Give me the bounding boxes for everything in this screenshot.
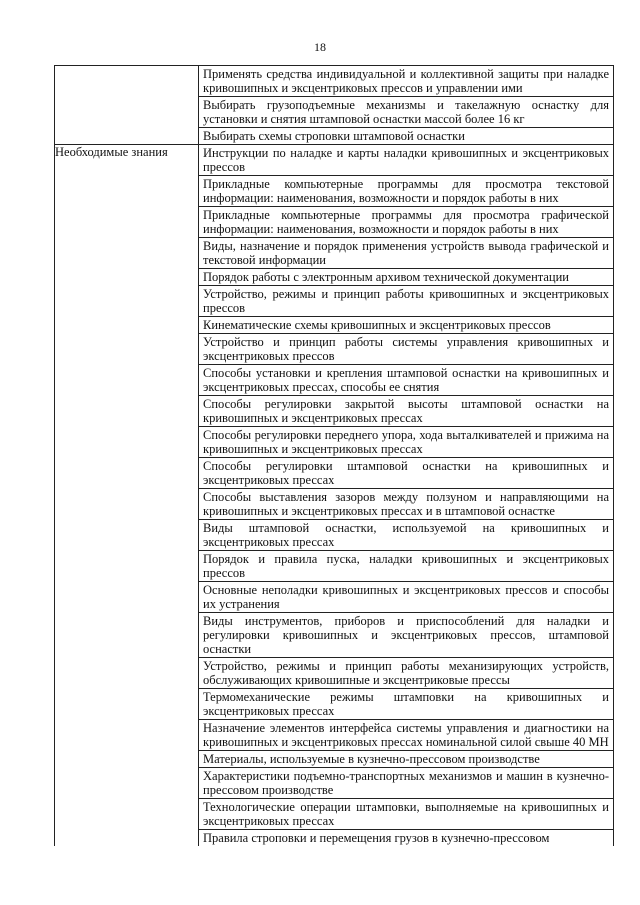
list-item: Назначение элементов интерфейса системы управления и диагностики на кривошипных и эксцентриковых прессах номинальной силой свыше 40 МН <box>199 720 613 751</box>
list-item: Кинематические схемы кривошипных и эксцентриковых прессов <box>199 317 613 334</box>
list-item: Применять средства индивидуальной и коллективной защиты при наладке кривошипных и эксцентриковых прессов и управлении ими <box>199 66 613 97</box>
table-row <box>55 66 614 145</box>
list-item: Способы регулировки переднего упора, хода выталкивателей и прижима на кривошипных и эксцентриковых прессах <box>199 427 613 458</box>
list-item: Виды, назначение и порядок применения устройств вывода графической и текстовой информации <box>199 238 613 269</box>
list-item: Виды инструментов, приборов и приспособлений для наладки и регулировки кривошипных и эксцентриковых прессов, штамповой оснастки <box>199 613 613 658</box>
list-item: Устройство, режимы и принцип работы кривошипных и эксцентриковых прессов <box>199 286 613 317</box>
list-item: Прикладные компьютерные программы для просмотра текстовой информации: наименования, возможности и порядок работы в них <box>199 176 613 207</box>
list-item: Выбирать грузоподъемные механизмы и такелажную оснастку для установки и снятия штамповой оснастки массой более 16 кг <box>199 97 613 128</box>
list-item: Инструкции по наладке и карты наладки кривошипных и эксцентриковых прессов <box>199 145 613 176</box>
list-item: Порядок и правила пуска, наладки кривошипных и эксцентриковых прессов <box>199 551 613 582</box>
row-items <box>199 66 614 145</box>
list-item: Устройство и принцип работы системы управления кривошипных и эксцентриковых прессов <box>199 334 613 365</box>
row-items <box>199 145 614 847</box>
competency-table <box>54 65 614 846</box>
list-item: Способы выставления зазоров между ползуном и направляющими на кривошипных и эксцентриковых прессах и в штамповой оснастке <box>199 489 613 520</box>
list-item: Порядок работы с электронным архивом технической документации <box>199 269 613 286</box>
list-item: Способы установки и крепления штамповой оснастки на кривошипных и эксцентриковых прессах, способы ее снятия <box>199 365 613 396</box>
list-item: Термомеханические режимы штамповки на кривошипных и эксцентриковых прессах <box>199 689 613 720</box>
table-row <box>55 145 614 847</box>
list-item: Технологические операции штамповки, выполняемые на кривошипных и эксцентриковых прессах <box>199 799 613 830</box>
table-body <box>55 66 614 847</box>
list-item: Способы регулировки закрытой высоты штамповой оснастки на кривошипных и эксцентриковых прессах <box>199 396 613 427</box>
list-item: Способы регулировки штамповой оснастки на кривошипных и эксцентриковых прессах <box>199 458 613 489</box>
page-number: 18 <box>314 40 326 54</box>
list-item: Прикладные компьютерные программы для просмотра графической информации: наименования, возможности и порядок работы в них <box>199 207 613 238</box>
list-item: Правила строповки и перемещения грузов в кузнечно-прессовом <box>203 831 550 845</box>
row-label: Необходимые знания <box>55 145 199 847</box>
list-item: Материалы, используемые в кузнечно-прессовом производстве <box>199 751 613 768</box>
row-label <box>55 66 199 145</box>
list-item: Основные неполадки кривошипных и эксцентриковых прессов и способы их устранения <box>199 582 613 613</box>
list-item: Виды штамповой оснастки, используемой на кривошипных и эксцентриковых прессах <box>199 520 613 551</box>
list-item: Характеристики подъемно-транспортных механизмов и машин в кузнечно-прессовом производстве <box>199 768 613 799</box>
list-item: Выбирать схемы строповки штамповой оснастки <box>203 129 465 143</box>
list-item: Устройство, режимы и принцип работы механизирующих устройств, обслуживающих кривошипные и эксцентриковые прессы <box>199 658 613 689</box>
